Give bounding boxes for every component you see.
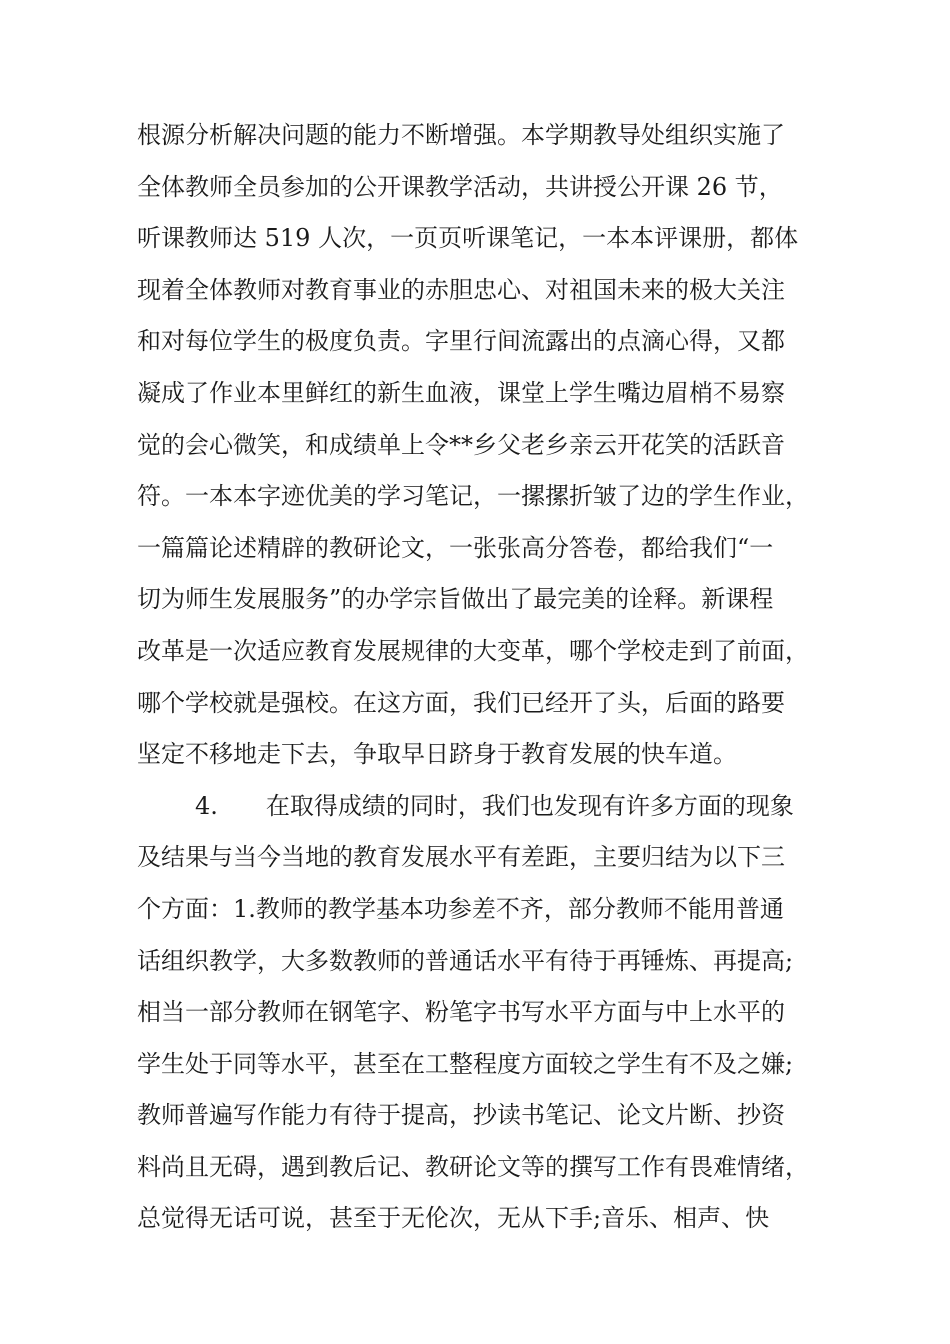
text-line: 全体教师全员参加的公开课教学活动，共讲授公开课 26 节， [137, 172, 783, 201]
text-line: 料尚且无碍，遇到教后记、教研论文等的撰写工作有畏难情绪， [137, 1152, 809, 1181]
text-line: 及结果与当今当地的教育发展水平有差距，主要归结为以下三 [137, 843, 785, 872]
text-line: 教师普遍写作能力有待于提高，抄读书笔记、论文片断、抄资 [137, 1101, 785, 1130]
text-line: 切为师生发展服务”的办学宗旨做出了最完美的诠释。新课程 [137, 585, 774, 614]
text-line: 根源分析解决问题的能力不断增强。本学期教导处组织实施了 [137, 121, 785, 149]
text-line: 和对每位学生的极度负责。字里行间流露出的点滴心得，又都 [137, 327, 785, 356]
text-line: 凝成了作业本里鲜红的新生血液，课堂上学生嘴边眉梢不易察 [137, 378, 785, 407]
text-line: 坚定不移地走下去，争取早日跻身于教育发展的快车道。 [137, 740, 737, 769]
text-line: 学生处于同等水平，甚至在工整程度方面较之学生有不及之嫌; [137, 1049, 794, 1078]
body-text [137, 110, 837, 1245]
text-line: 个方面：1.教师的教学基本功参差不齐，部分教师不能用普通 [137, 894, 784, 923]
text-line: 一篇篇论述精辟的教研论文，一张张高分答卷，都给我们“一 [137, 533, 774, 562]
text-line: 哪个学校就是强校。在这方面，我们已经开了头，后面的路要 [137, 688, 785, 717]
text-line: 总觉得无话可说，甚至于无伦次，无从下手;音乐、相声、快 [137, 1204, 770, 1233]
text-line: 符。一本本字迹优美的学习笔记，一摞摞折皱了边的学生作业， [137, 482, 809, 511]
numbered-paragraph-start: 4. 在取得成绩的同时，我们也发现有许多方面的现象 [195, 791, 794, 820]
text-line: 相当一部分教师在钢笔字、粉笔字书写水平方面与中上水平的 [137, 998, 785, 1027]
text-line: 话组织教学，大多数教师的普通话水平有待于再锤炼、再提高; [137, 946, 794, 975]
text-line: 现着全体教师对教育事业的赤胆忠心、对祖国未来的极大关注 [137, 275, 785, 304]
text-line: 改革是一次适应教育发展规律的大变革，哪个学校走到了前面， [137, 636, 809, 665]
text-line: 觉的会心微笑，和成绩单上令**乡父老乡亲云开花笑的活跃音 [137, 430, 785, 459]
text-line: 听课教师达 519 人次，一页页听课笔记，一本本评课册，都体 [137, 224, 799, 253]
